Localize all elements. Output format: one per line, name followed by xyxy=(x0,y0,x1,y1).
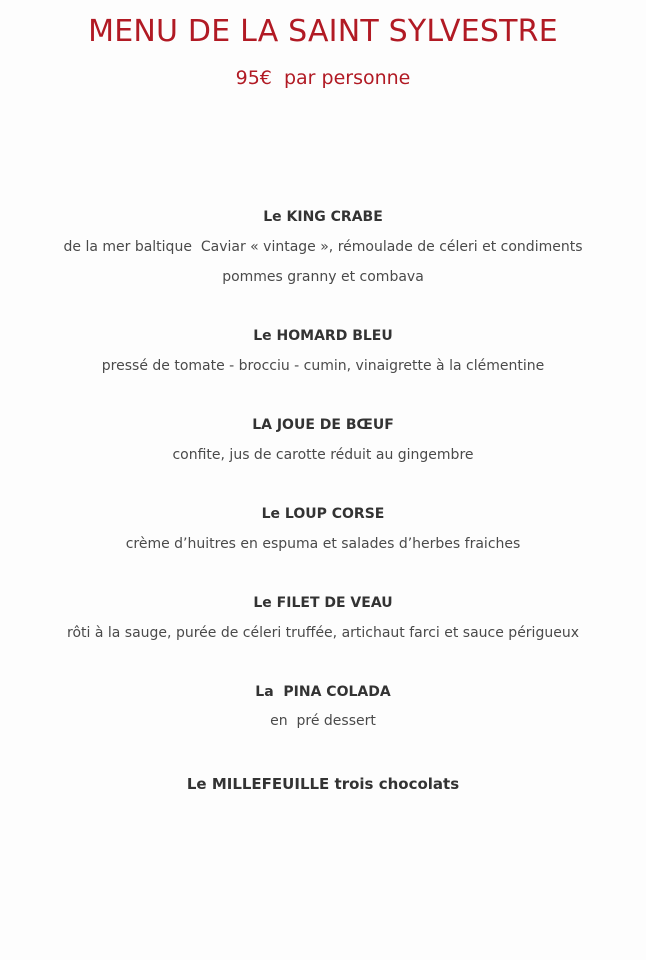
course-name-homard-bleu: Le HOMARD BLEU xyxy=(253,328,393,344)
course-description-homard-bleu: pressé de tomate - brocciu - cumin, vinaigrette à la clémentine xyxy=(101,358,545,374)
course-name-loup-corse: Le LOUP CORSE xyxy=(261,506,385,522)
course-description-pina-colada: en pré dessert xyxy=(270,713,376,729)
course-description-joue-de-boeuf: confite, jus de carotte réduit au gingembre xyxy=(172,447,474,463)
course-description-loup-corse: crème d’huitres en espuma et salades d’herbes fraiches xyxy=(125,536,521,552)
course-name-pina-colada: La PINA COLADA xyxy=(255,684,391,700)
course-name-filet-de-veau: Le FILET DE VEAU xyxy=(253,595,393,611)
course-name-king-crabe: Le KING CRABE xyxy=(263,209,383,225)
course-name-joue-de-boeuf: LA JOUE DE BŒUF xyxy=(252,417,394,433)
course-description-filet-de-veau: rôti à la sauge, purée de céleri truffée, artichaut farci et sauce périgueux xyxy=(67,625,579,641)
course-description-king-crabe-line-2: pommes granny et combava xyxy=(222,269,424,285)
course-name-millefeuille: Le MILLEFEUILLE trois chocolats xyxy=(186,775,460,793)
price-per-person: 95€ par personne xyxy=(235,67,411,89)
course-description-king-crabe-line-1: de la mer baltique Caviar « vintage », rémoulade de céleri et condiments xyxy=(63,239,583,255)
page-title: MENU DE LA SAINT SYLVESTRE xyxy=(88,14,558,49)
